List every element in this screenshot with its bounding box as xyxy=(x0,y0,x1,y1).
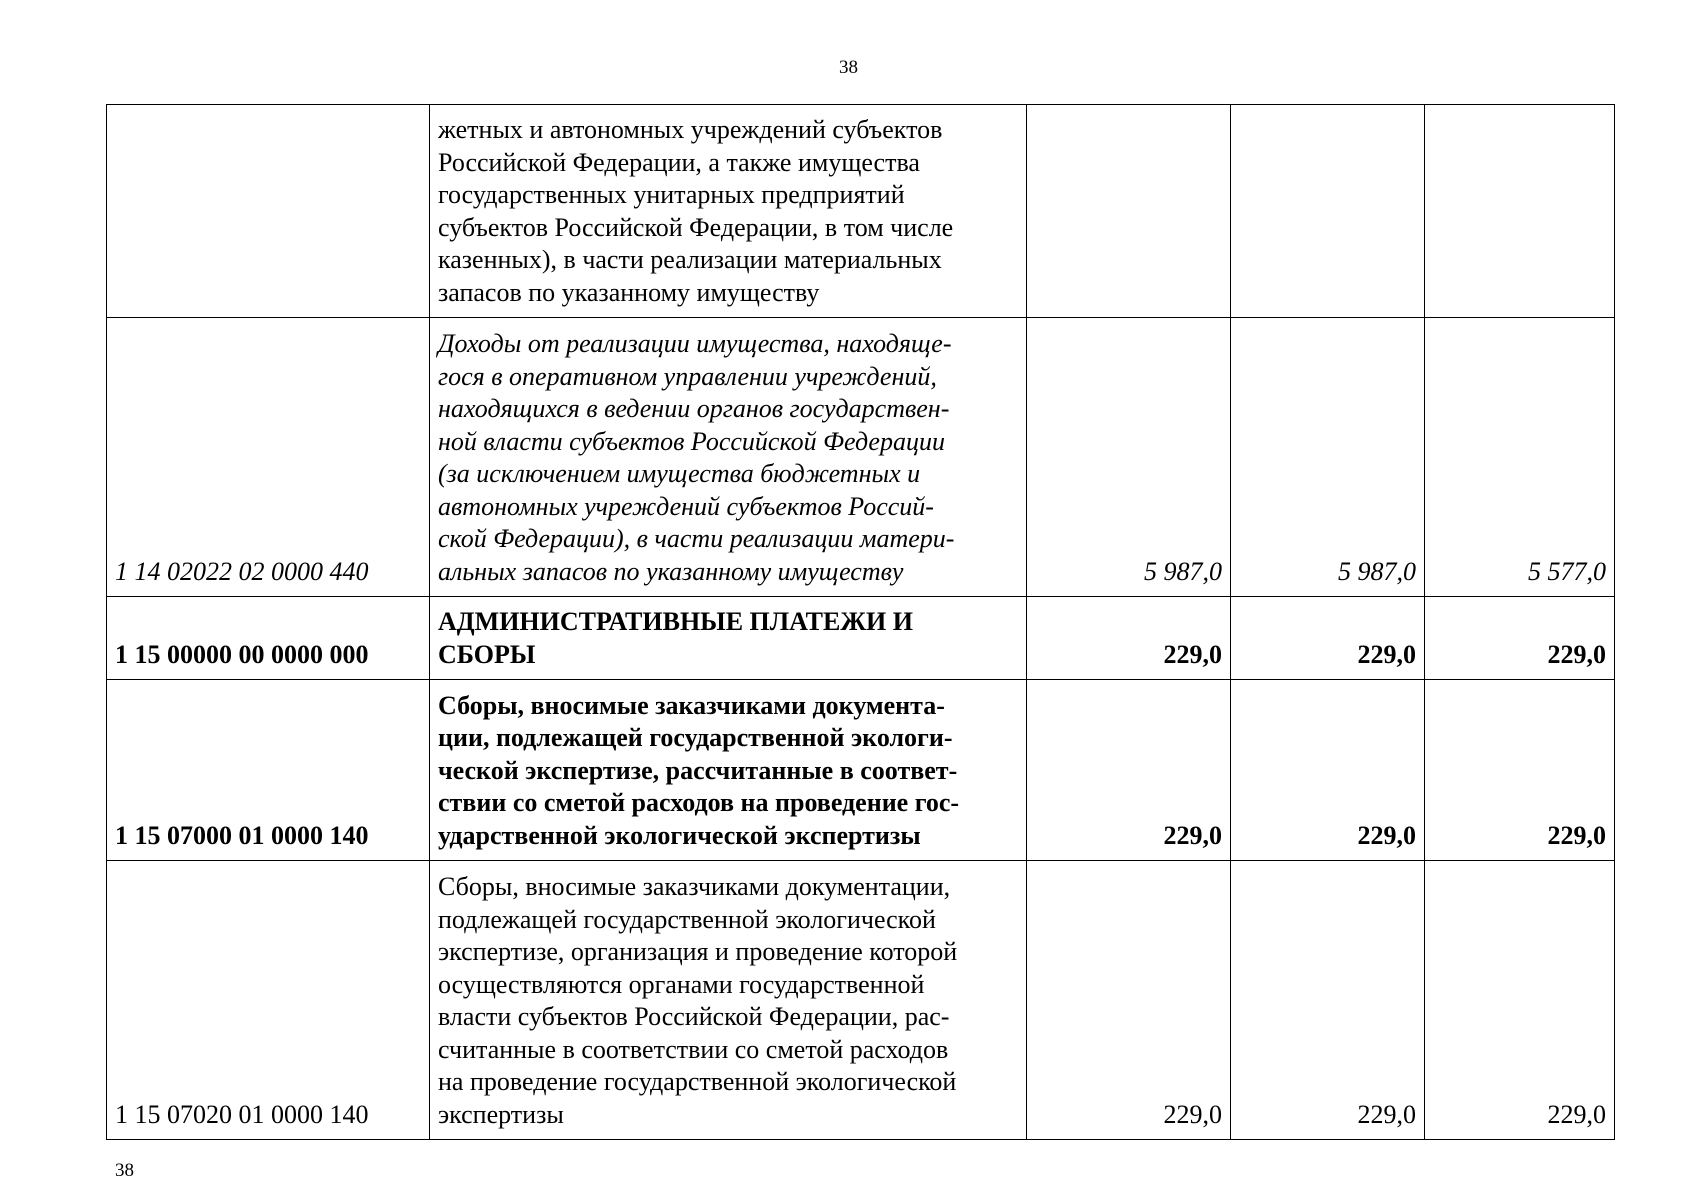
amount-cell-1: 5 987,0 xyxy=(1027,318,1231,597)
table-row xyxy=(107,105,1615,318)
page-number-bottom: 38 xyxy=(115,1160,134,1181)
table-row xyxy=(107,318,1615,597)
budget-revenue-table xyxy=(106,104,1615,1140)
amount-cell-2: 229,0 xyxy=(1231,597,1425,680)
amount-cell-1 xyxy=(1027,105,1231,318)
amount-cell-2: 229,0 xyxy=(1231,680,1425,861)
amount-cell-2: 229,0 xyxy=(1231,861,1425,1140)
revenue-description-cell xyxy=(430,105,1027,318)
revenue-description-text: жетных и автономных учреждений субъектов Российской Федерации, а также имущества государственных унитарных предприятий субъектов Российской Федерации, в том числе казенных), в части реализации материальных запасов по указанному имуществу xyxy=(438,115,954,307)
revenue-description-text: Доходы от реализации имущества, находяще- гося в оперативном управлении учреждений, находящихся в ведении органов государствен- ной власти субъектов Российской Федерации (за исключением имущества бюджетных и автономных учреждений субъектов Россий- ской Федерации), в части реализации матери- альных запасов по указанному имуществу xyxy=(438,329,955,586)
revenue-description-text: АДМИНИСТРАТИВНЫЕ ПЛАТЕЖИ И СБОРЫ xyxy=(438,607,913,669)
amount-cell-2: 5 987,0 xyxy=(1231,318,1425,597)
revenue-code-cell xyxy=(107,105,430,318)
revenue-description-cell xyxy=(430,680,1027,861)
amount-cell-1: 229,0 xyxy=(1027,861,1231,1140)
table-row xyxy=(107,680,1615,861)
revenue-description-cell xyxy=(430,318,1027,597)
revenue-code-cell: 1 15 07000 01 0000 140 xyxy=(107,680,430,861)
amount-cell-3: 229,0 xyxy=(1425,861,1615,1140)
amount-cell-3: 229,0 xyxy=(1425,680,1615,861)
amount-cell-1: 229,0 xyxy=(1027,680,1231,861)
amount-cell-3: 5 577,0 xyxy=(1425,318,1615,597)
revenue-code-cell: 1 15 00000 00 0000 000 xyxy=(107,597,430,680)
table-row xyxy=(107,597,1615,680)
table-row xyxy=(107,861,1615,1140)
revenue-code-cell: 1 15 07020 01 0000 140 xyxy=(107,861,430,1140)
amount-cell-3: 229,0 xyxy=(1425,597,1615,680)
amount-cell-1: 229,0 xyxy=(1027,597,1231,680)
revenue-description-cell xyxy=(430,597,1027,680)
revenue-description-text: Сборы, вносимые заказчиками документации, подлежащей государственной экологической экспертизе, организация и проведение которой осуществляются органами государственной власти субъектов Российской Федерации, рас- считанные в соответствии со сметой расходов на проведение государственной экологической экспертизы xyxy=(438,872,958,1129)
amount-cell-3 xyxy=(1425,105,1615,318)
page-number-top: 38 xyxy=(839,57,858,78)
revenue-description-text: Сборы, вносимые заказчиками документа- ции, подлежащей государственной экологи- ческой экспертизе, рассчитанные в соответ- ствии со сметой расходов на проведение гос- ударственной экологической экспертизы xyxy=(438,690,960,850)
revenue-code-cell: 1 14 02022 02 0000 440 xyxy=(107,318,430,597)
amount-cell-2 xyxy=(1231,105,1425,318)
revenue-description-cell xyxy=(430,861,1027,1140)
